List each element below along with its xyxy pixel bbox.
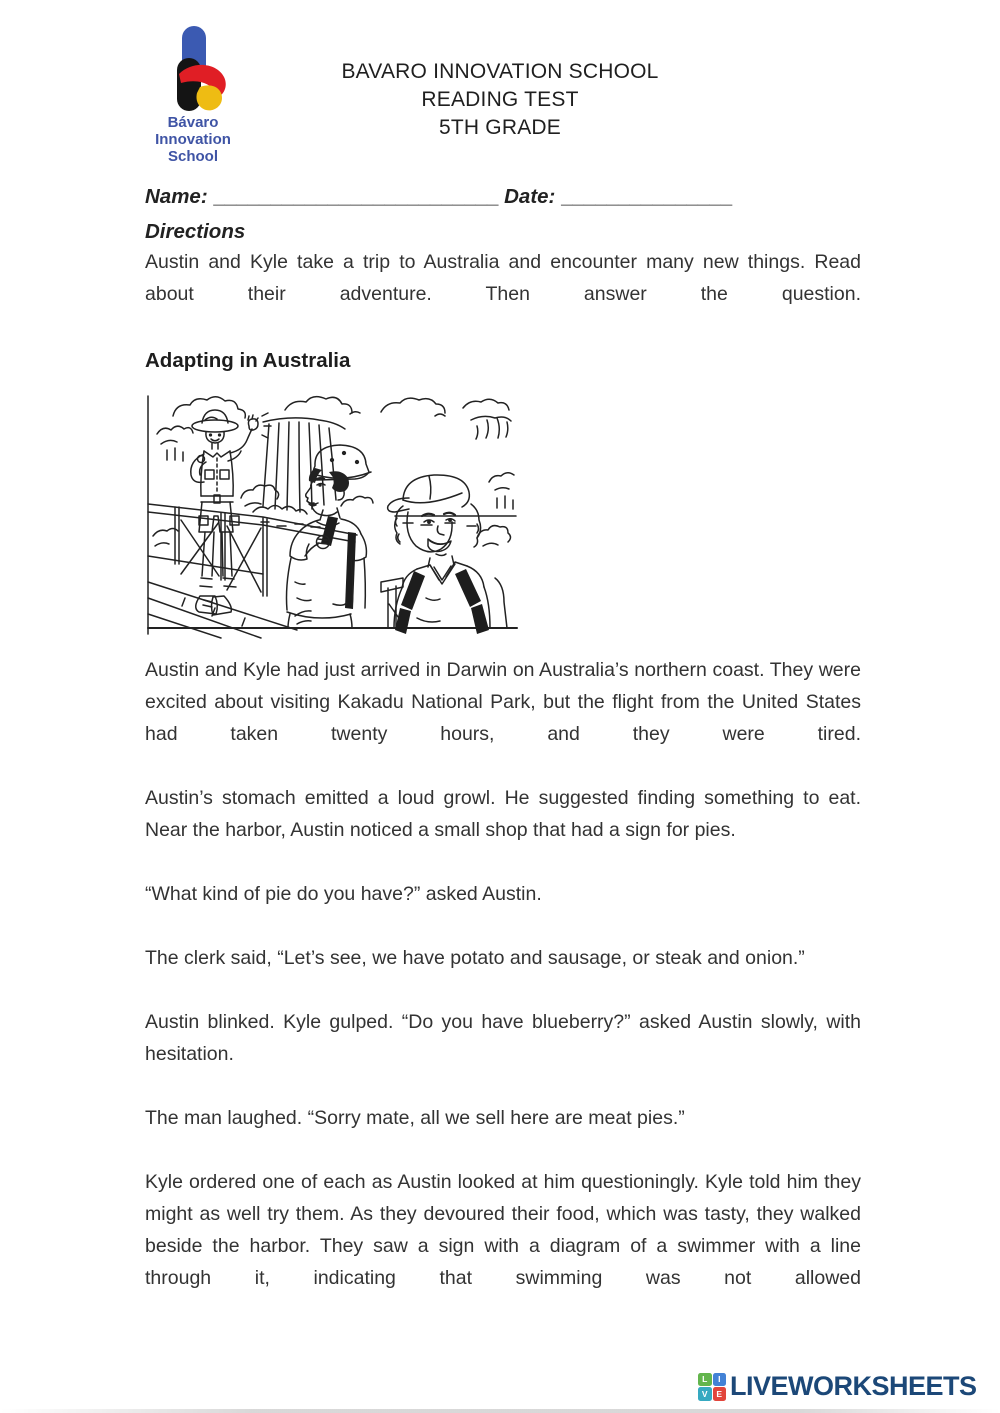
- grid-letter: E: [713, 1387, 727, 1401]
- story-paragraph: Austin blinked. Kyle gulped. “Do you have blueberry?” asked Austin slowly, with hesitation.: [145, 1011, 861, 1065]
- grid-letter: I: [713, 1373, 727, 1387]
- grade-title: 5TH GRADE: [439, 116, 561, 139]
- document-header: [0, 58, 1000, 142]
- school-title: BAVARO INNOVATION SCHOOL: [341, 60, 659, 83]
- page-edge-divider: [0, 1409, 1000, 1413]
- directions-label: Directions: [145, 220, 246, 243]
- test-title: READING TEST: [421, 88, 579, 111]
- grid-letter: L: [698, 1373, 712, 1387]
- date-blank-field[interactable]: _______________: [561, 185, 733, 208]
- name-label: Name:: [145, 185, 208, 208]
- name-blank-field[interactable]: _________________________: [213, 185, 499, 208]
- grid-letter: V: [698, 1387, 712, 1401]
- date-label: Date:: [504, 185, 556, 208]
- story-illustration: [145, 386, 521, 640]
- school-name-line2: School: [167, 148, 218, 165]
- story-paragraph: Austin and Kyle had just arrived in Darwin on Australia’s northern coast. They were excited about visiting Kakadu National Park, but the flight from the United States had taken twenty hours, and they were tired.: [145, 659, 861, 745]
- school-name-line1: Bávaro Innovation: [155, 114, 231, 148]
- liveworksheets-logo[interactable]: [698, 1371, 977, 1402]
- name-date-row: [145, 182, 861, 212]
- directions-text: Austin and Kyle take a trip to Australia and encounter many new things. Read about their adventure. Then answer the question.: [145, 251, 861, 305]
- story-paragraph: “What kind of pie do you have?” asked Austin.: [145, 883, 542, 905]
- story-paragraph: Austin’s stomach emitted a loud growl. He suggested finding something to eat. Near the harbor, Austin noticed a small shop that had a sign for pies.: [145, 787, 861, 841]
- story-paragraph: Kyle ordered one of each as Austin looked at him questioningly. Kyle told him they might as well try them. As they devoured their food, which was tasty, they walked beside the harbor. They saw a sign with a diagram of a swimmer with a line through it, indicating that swimming was not allowed: [145, 1171, 861, 1289]
- liveworksheets-grid-icon: [698, 1373, 726, 1401]
- story-paragraph: The man laughed. “Sorry mate, all we sell here are meat pies.”: [145, 1107, 685, 1129]
- story-paragraph: The clerk said, “Let’s see, we have potato and sausage, or steak and onion.”: [145, 947, 805, 969]
- story-title: Adapting in Australia: [145, 349, 351, 372]
- liveworksheets-wordmark: LIVEWORKSHEETS: [730, 1371, 977, 1401]
